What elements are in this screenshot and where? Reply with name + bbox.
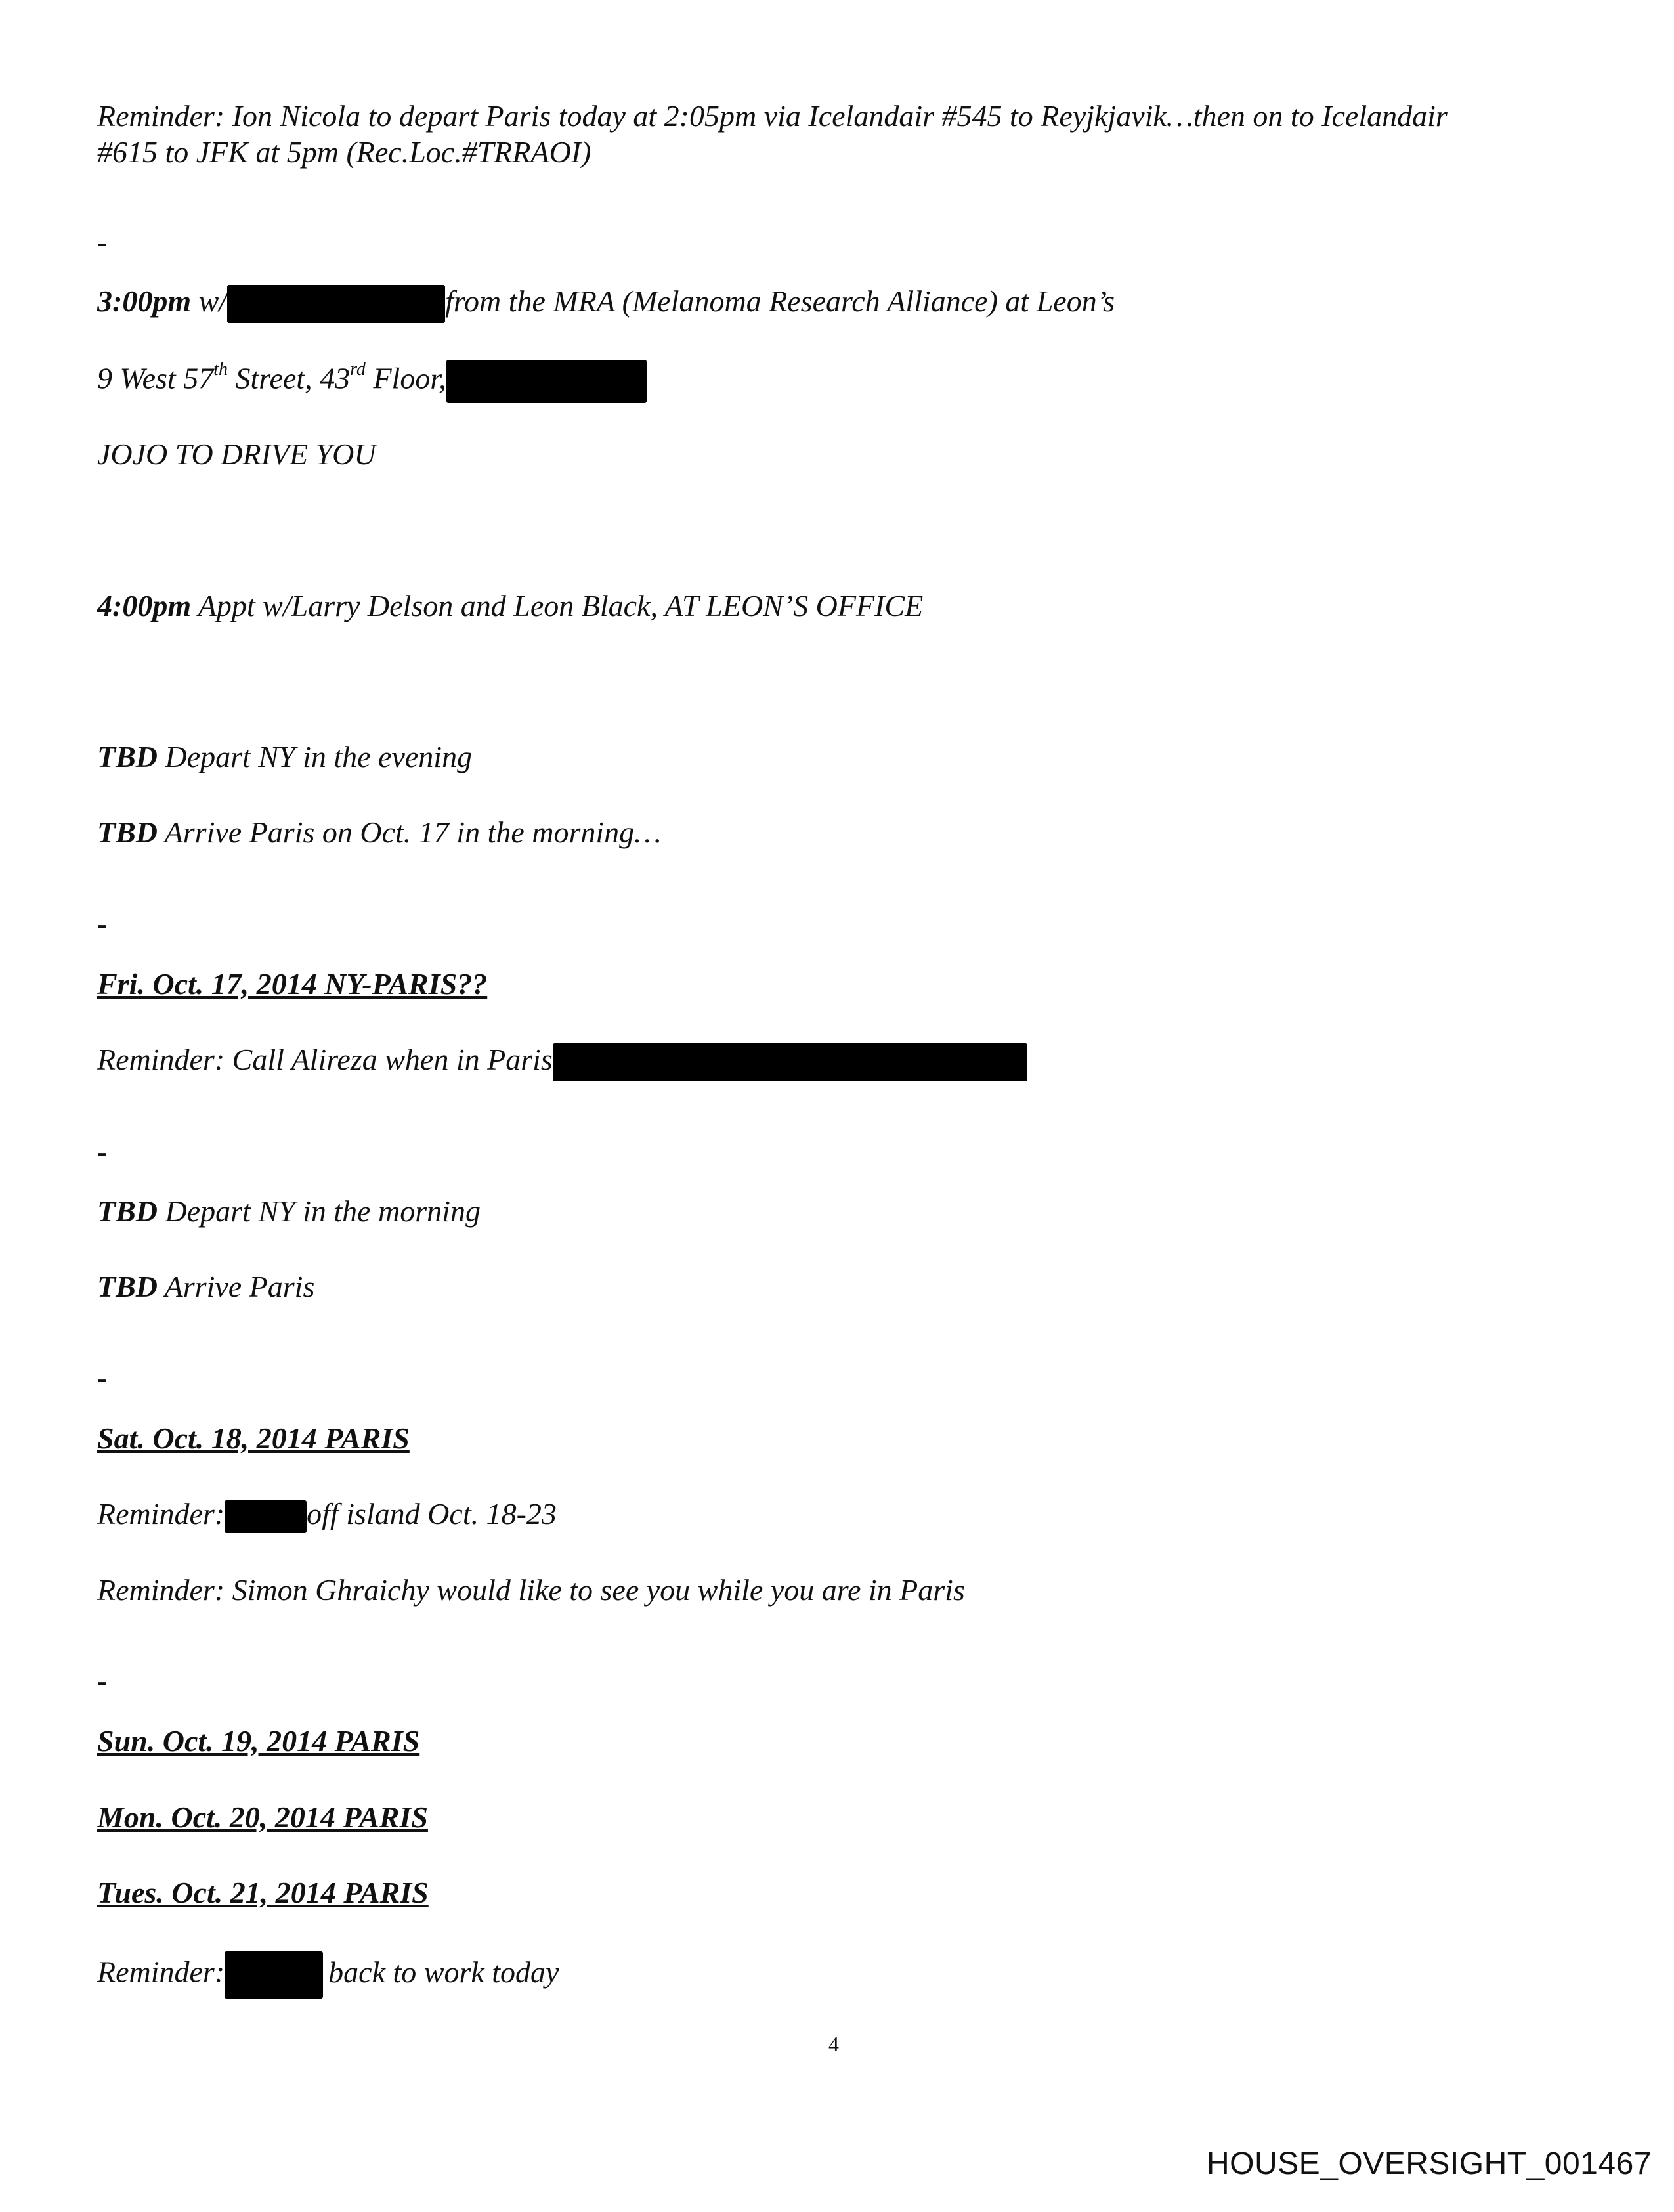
appt-time: 4:00pm — [97, 589, 192, 622]
redaction-box — [225, 1951, 323, 1999]
reminder-ion-line2: #615 to JFK at 5pm (Rec.Loc.#TRRAOI) — [97, 135, 591, 169]
mra-with: w/ — [191, 284, 228, 318]
redaction-box — [227, 285, 445, 323]
tbd-label: TBD — [97, 740, 158, 773]
separator: - — [97, 1135, 108, 1168]
depart-morning-line: TBD Depart NY in the morning — [97, 1194, 481, 1228]
separator: - — [97, 225, 108, 259]
arrive-paris-oct17-line: TBD Arrive Paris on Oct. 17 in the morning… — [97, 815, 662, 849]
address-line: 9 West 57th Street, 43rd Floor, — [97, 360, 647, 403]
depart-evening-line: TBD Depart NY in the evening — [97, 740, 473, 773]
appt-rest: Appt w/Larry Delson and Leon Black, AT LEON’S OFFICE — [191, 589, 924, 622]
redaction-box — [553, 1043, 1027, 1081]
arrive-paris-line: TBD Arrive Paris — [97, 1270, 315, 1303]
simon-reminder: Reminder: Simon Ghraichy would like to see you while you are in Paris — [97, 1573, 965, 1607]
redaction-box — [225, 1500, 307, 1533]
reminder-ion-line1: Reminder: Ion Nicola to depart Paris today at 2:05pm via Icelandair #545 to Reyjkjavik…then on to Icelandair — [97, 99, 1448, 133]
day-header-sun: Sun. Oct. 19, 2014 PARIS — [97, 1724, 420, 1758]
tbd-label: TBD — [97, 815, 158, 849]
tbd-label: TBD — [97, 1270, 158, 1303]
day-header-sat: Sat. Oct. 18, 2014 PARIS — [97, 1421, 410, 1455]
appt-line — [97, 588, 923, 624]
day-header-mon: Mon. Oct. 20, 2014 PARIS — [97, 1800, 428, 1834]
mra-time: 3:00pm — [97, 284, 192, 318]
tbd-label: TBD — [97, 1194, 158, 1228]
day-header-fri: Fri. Oct. 17, 2014 NY-PARIS?? — [97, 967, 488, 1001]
mra-meeting-line — [97, 284, 1115, 323]
separator: - — [97, 1664, 108, 1697]
separator: - — [97, 907, 108, 940]
bates-number: HOUSE_OVERSIGHT_001467 — [1207, 2146, 1652, 2181]
separator: - — [97, 1361, 108, 1395]
redaction-box — [446, 360, 647, 403]
back-to-work-line: Reminder: back to work today — [97, 1951, 559, 1999]
page-number: 4 — [828, 2032, 839, 2056]
day-header-tues: Tues. Oct. 21, 2014 PARIS — [97, 1876, 429, 1909]
call-alireza-line: Reminder: Call Alireza when in Paris — [97, 1042, 1027, 1081]
off-island-line: Reminder: off island Oct. 18-23 — [97, 1496, 557, 1533]
driver-note: JOJO TO DRIVE YOU — [97, 437, 376, 471]
mra-rest: from the MRA (Melanoma Research Alliance) at Leon’s — [445, 284, 1115, 318]
